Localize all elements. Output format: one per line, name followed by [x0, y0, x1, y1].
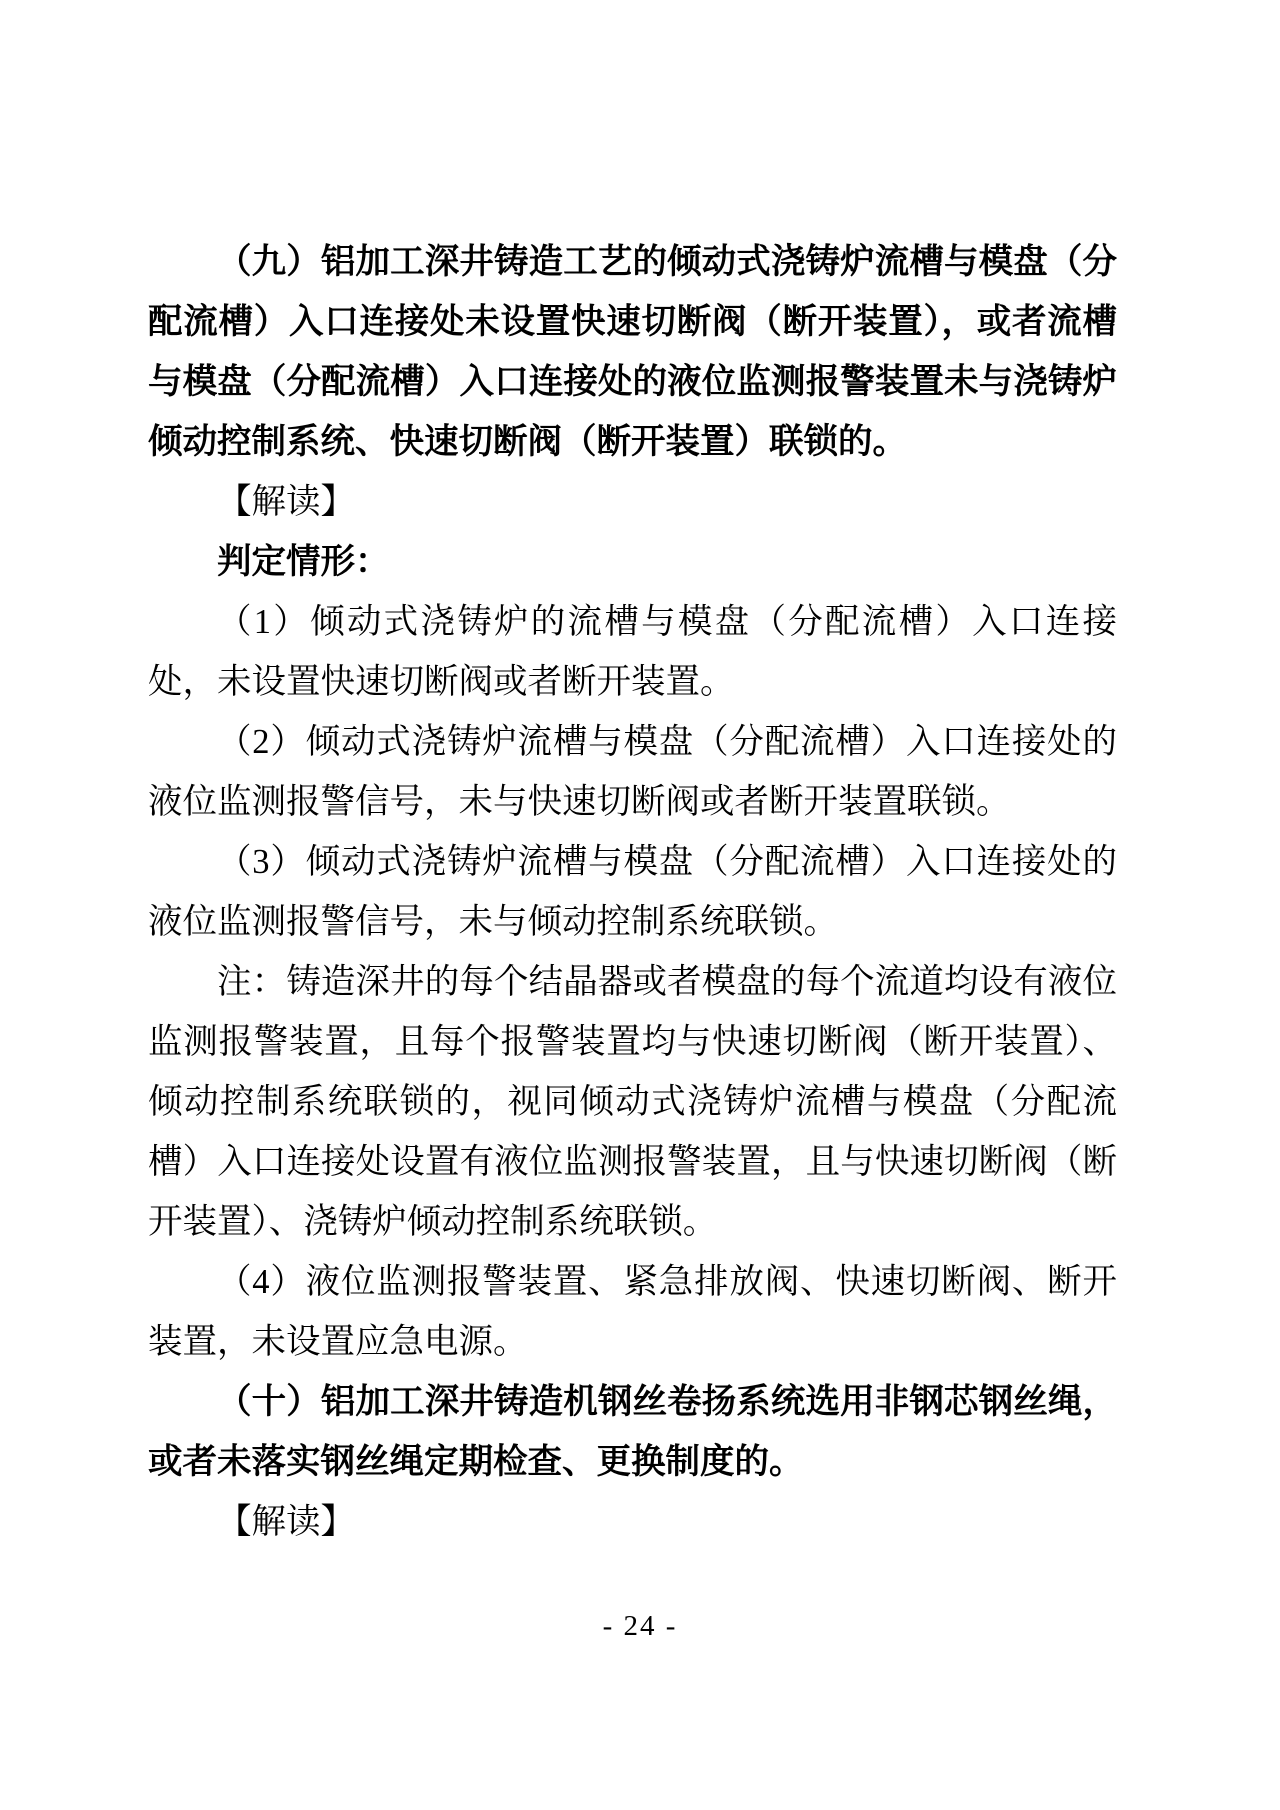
paragraph-case-1: （1）倾动式浇铸炉的流槽与模盘（分配流槽）入口连接处，未设置快速切断阀或者断开装置。 — [148, 603, 1117, 701]
paragraph-interpretation-label-2: 【解读】 — [217, 1503, 355, 1541]
paragraph-item-10-heading: （十）铝加工深井铸造机钢丝卷扬系统选用非钢芯钢丝绳，或者未落实钢丝绳定期检查、更换制度的。 — [148, 1383, 1117, 1481]
page-number: - 24 - — [602, 1610, 678, 1642]
paragraph-case-2: （2）倾动式浇铸炉流槽与模盘（分配流槽）入口连接处的液位监测报警信号，未与快速切断阀或者断开装置联锁。 — [148, 723, 1117, 821]
paragraph-item-9-heading: （九）铝加工深井铸造工艺的倾动式浇铸炉流槽与模盘（分配流槽）入口连接处未设置快速切断阀（断开装置），或者流槽与模盘（分配流槽）入口连接处的液位监测报警装置未与浇铸炉倾动控制系统、快速切断阀（断开装置）联锁的。 — [148, 243, 1117, 461]
document-body — [148, 232, 1117, 1552]
paragraph-determination-label: 判定情形： — [217, 543, 390, 581]
paragraph-case-3: （3）倾动式浇铸炉流槽与模盘（分配流槽）入口连接处的液位监测报警信号，未与倾动控制系统联锁。 — [148, 843, 1117, 941]
paragraph-interpretation-label: 【解读】 — [217, 483, 355, 521]
paragraph-case-4: （4）液位监测报警装置、紧急排放阀、快速切断阀、断开装置，未设置应急电源。 — [148, 1263, 1117, 1361]
paragraph-note: 注：铸造深井的每个结晶器或者模盘的每个流道均设有液位监测报警装置，且每个报警装置均与快速切断阀（断开装置）、倾动控制系统联锁的，视同倾动式浇铸炉流槽与模盘（分配流槽）入口连接处设置有液位监测报警装置，且与快速切断阀（断开装置）、浇铸炉倾动控制系统联锁。 — [148, 963, 1117, 1241]
